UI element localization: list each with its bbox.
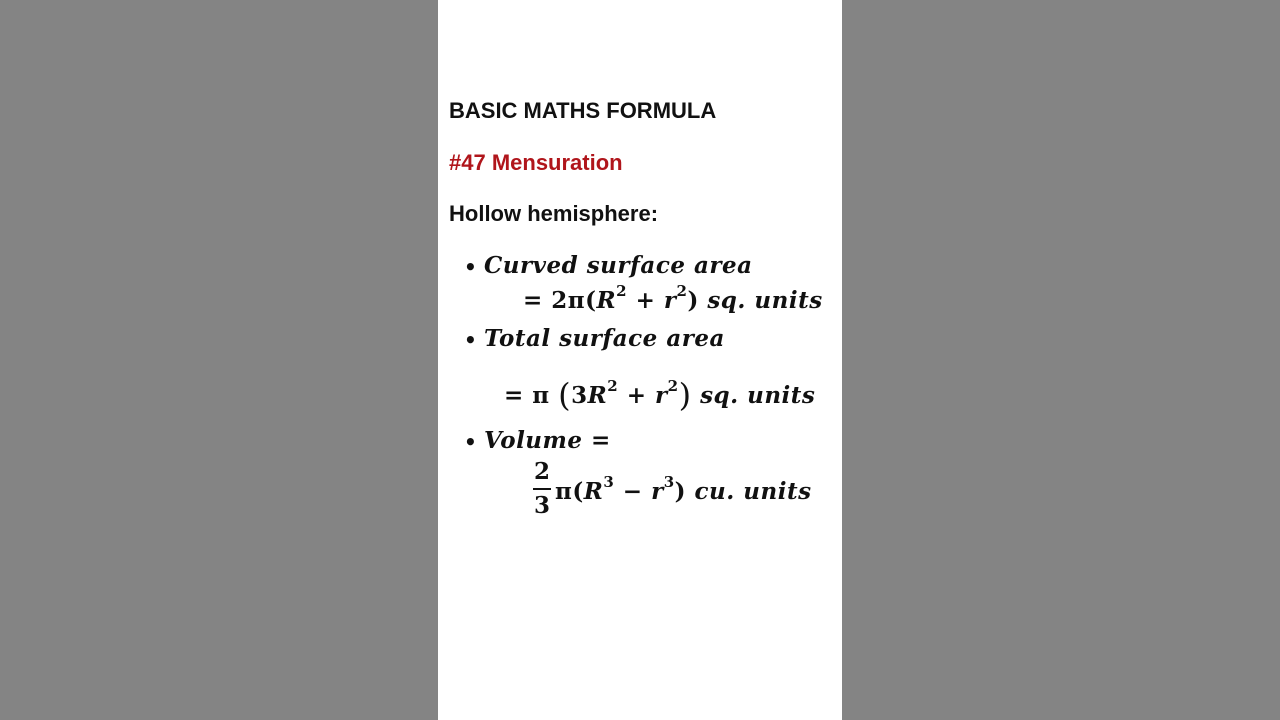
var-outer-radius: R [583, 478, 604, 505]
exponent: 2 [616, 282, 628, 301]
bullet-icon: • [464, 328, 477, 352]
operator: + [627, 287, 664, 314]
page-subtitle: #47 Mensuration [449, 150, 623, 175]
formula-volume [555, 473, 812, 505]
formula-label-curved: Curved surface area [484, 252, 753, 279]
formula-page [438, 0, 842, 720]
operator: − [614, 478, 652, 505]
equals-pi: = π [504, 382, 550, 409]
fraction-two-thirds [533, 458, 551, 520]
formula-total-surface-area [504, 373, 816, 414]
unit: sq. units [700, 382, 816, 409]
unit: sq. units [707, 287, 823, 314]
fraction-bar [533, 488, 551, 490]
close-paren: ) [687, 287, 699, 314]
var-inner-radius: r [663, 287, 677, 314]
formula-label-total: Total surface area [484, 325, 725, 352]
var-outer-radius: R [596, 287, 617, 314]
close-paren: ) [678, 376, 692, 414]
coefficient: 2π( [551, 287, 597, 314]
fraction-denominator: 3 [533, 492, 550, 519]
var-inner-radius: r [651, 478, 664, 505]
left-blurred-margin [0, 0, 438, 720]
topic-heading: Hollow hemisphere: [449, 201, 659, 226]
exponent: 2 [607, 377, 619, 396]
open-paren: ( [558, 376, 572, 414]
bullet-icon: • [464, 430, 477, 454]
var-inner-radius: r [655, 382, 668, 409]
exponent: 2 [676, 282, 688, 301]
bullet-icon: • [464, 255, 477, 279]
right-blurred-margin [842, 0, 1280, 720]
unit: cu. units [694, 478, 812, 505]
exponent: 2 [667, 377, 679, 396]
formula-curved-surface-area [523, 282, 823, 314]
close-paren: ) [674, 478, 687, 505]
operator: + [618, 382, 655, 409]
var-outer-radius: R [587, 382, 608, 409]
exponent: 3 [603, 473, 615, 492]
page-title: BASIC MATHS FORMULA [449, 98, 717, 123]
formula-label-volume: Volume = [484, 427, 611, 454]
equals-sign: = [523, 287, 543, 314]
coefficient: π( [555, 478, 584, 505]
exponent: 3 [663, 473, 675, 492]
coefficient: 3 [571, 382, 588, 409]
fraction-numerator: 2 [533, 458, 550, 485]
